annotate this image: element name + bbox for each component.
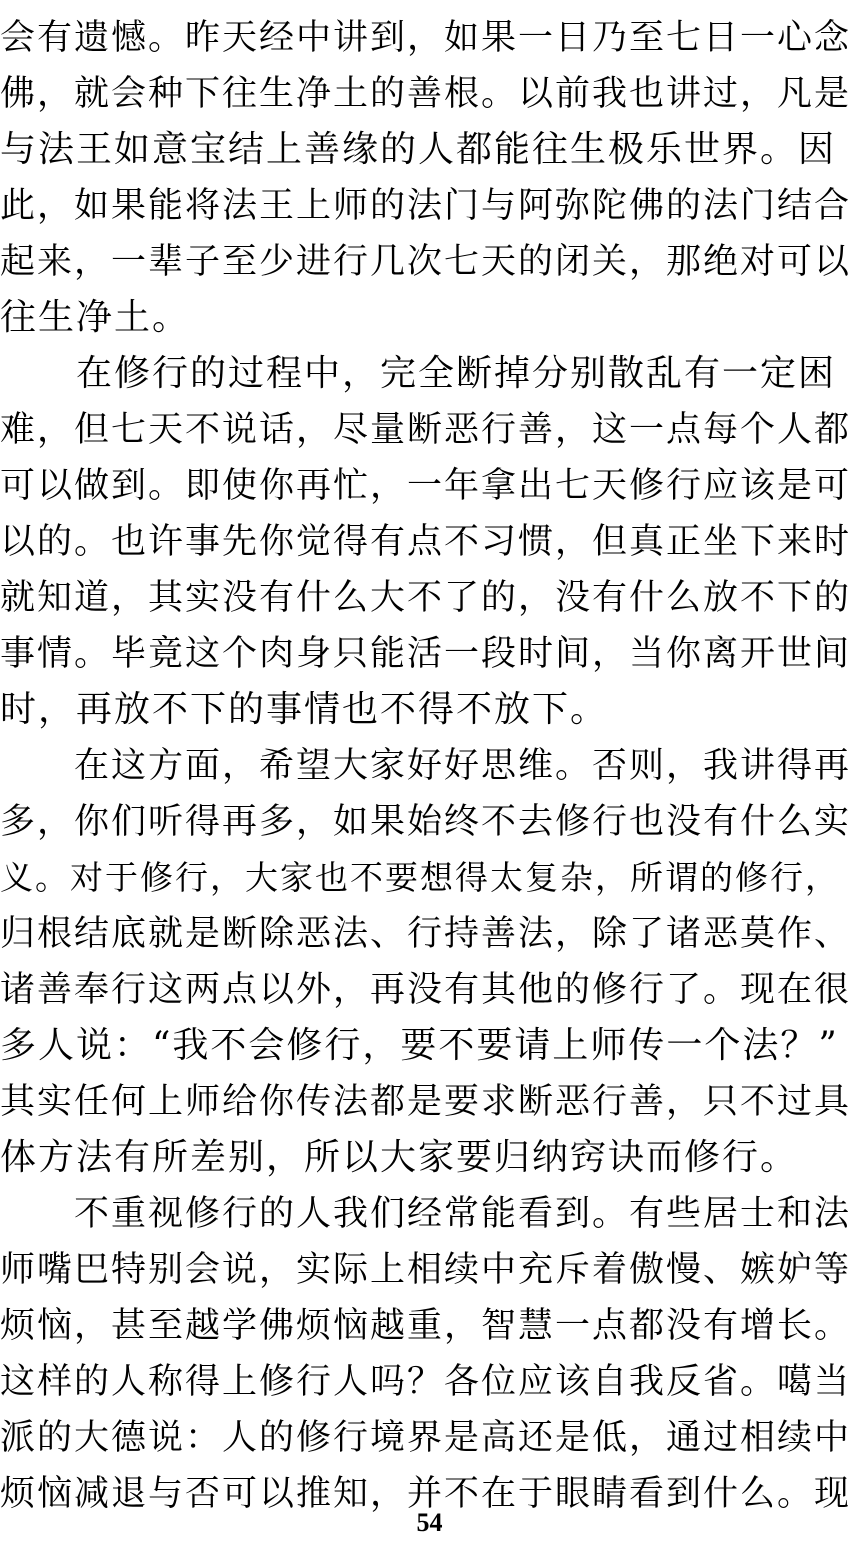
text-line-7: 在修行的过程中，完全断掉分别散乱有一定困 [0,353,837,394]
text-line-8: 难，但七天不说话，尽量断恶行善，这一点每个人都 [0,410,852,450]
text-line-20: 其实任何上师给你传法都是要求断恶行善，只不过具 [0,1082,852,1122]
text-line-14: 在这方面，希望大家好好思维。否则，我讲得再 [0,746,852,786]
text-line-23: 师嘴巴特别会说，实际上相续中充斥着傲慢、嫉妒等 [0,1250,852,1290]
text-line-26: 派的大德说：人的修行境界是高还是低，通过相续中 [0,1418,852,1458]
text-line-10: 以的。也许事先你觉得有点不习惯，但真正坐下来时 [0,522,852,562]
text-line-27: 烦恼减退与否可以推知，并不在于眼睛看到什么。现 [0,1474,852,1514]
page-number: 54 [416,1508,443,1537]
text-line-16: 义。对于修行，大家也不要想得太复杂，所谓的修行， [0,858,840,897]
text-line-24: 烦恼，甚至越学佛烦恼越重，智慧一点都没有增长。 [0,1306,852,1346]
text-line-13: 时，再放不下的事情也不得不放下。 [0,689,609,730]
text-line-6: 往生净土。 [0,297,191,338]
text-line-18: 诸善奉行这两点以外，再没有其他的修行了。现在很 [0,970,852,1010]
text-line-15: 多，你们听得再多，如果始终不去修行也没有什么实 [0,802,852,842]
text-line-22: 不重视修行的人我们经常能看到。有些居士和法 [0,1194,852,1234]
text-line-17: 归根结底就是断除恶法、行持善法，除了诸恶莫作、 [0,914,852,954]
text-line-3: 与法王如意宝结上善缘的人都能往生极乐世界。因 [0,129,837,170]
text-line-1: 会有遗憾。昨天经中讲到，如果一日乃至七日一心念 [0,18,852,58]
text-line-11: 就知道，其实没有什么大不了的，没有什么放不下的 [0,578,852,618]
text-line-25: 这样的人称得上修行人吗？各位应该自我反省。噶当 [0,1362,852,1402]
text-line-12: 事情。毕竟这个肉身只能活一段时间，当你离开世间 [0,634,852,674]
text-line-2: 佛，就会种下往生净土的善根。以前我也讲过，凡是 [0,74,852,114]
text-line-4: 此，如果能将法王上师的法门与阿弥陀佛的法门结合 [0,186,852,226]
text-line-19: 多人说：“我不会修行，要不要请上师传一个法？” [0,1025,839,1066]
text-line-9: 可以做到。即使你再忙，一年拿出七天修行应该是可 [0,466,852,506]
text-line-5: 起来，一辈子至少进行几次七天的闭关，那绝对可以 [0,242,852,282]
text-line-21: 体方法有所差别，所以大家要归纳窍诀而修行。 [0,1137,799,1178]
